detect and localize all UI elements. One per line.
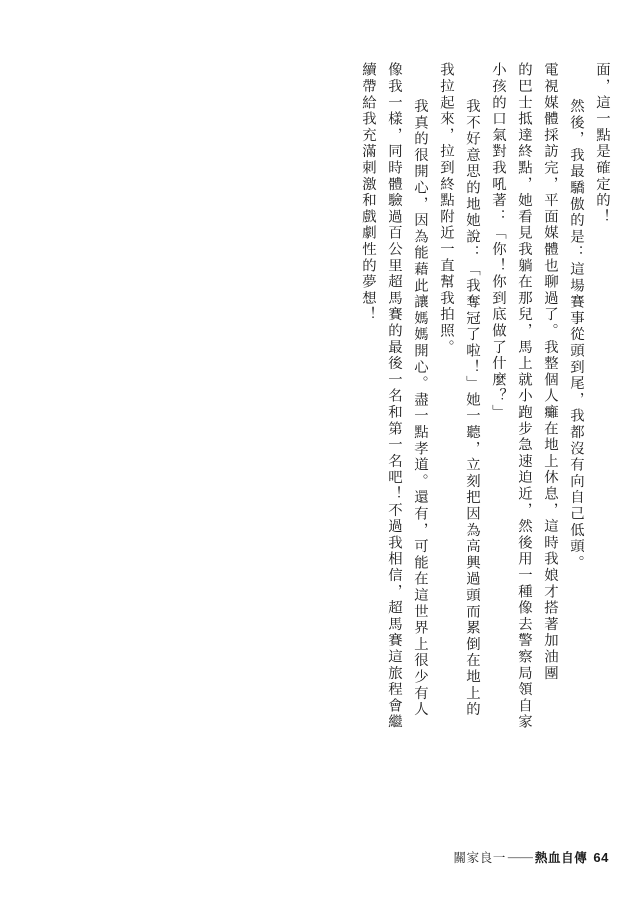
text-column: 我不好意思的地她說：「我奪冠了啦！」她一聽，立刻把因為高興過頭而累倒在地上的 bbox=[464, 82, 480, 718]
text-column: 的巴士抵達終點，她看見我躺在那兒，馬上就小跑步急速迫近，然後用一種像去警察局領自家 bbox=[516, 62, 532, 731]
text-column: 面，這一點是確定的！ bbox=[594, 62, 610, 225]
page-number: 64 bbox=[593, 849, 609, 865]
text-column: 我真的很開心，因為能藉此讓媽媽開心。盡一點孝道。還有，可能在這世界上很少有人 bbox=[412, 82, 428, 718]
vertical-text-body bbox=[28, 62, 609, 822]
text-column: 我拉起來，拉到終點附近一直幫我拍照。 bbox=[438, 62, 454, 356]
text-column: 然後，我最驕傲的是：這場賽事從頭到尾，我都沒有向自己低頭。 bbox=[568, 82, 584, 571]
text-column: 像我一樣，同時體驗過百公里超馬賽的最後一名和第一名吧！不過我相信，超馬賽這旅程會繼 bbox=[386, 62, 402, 731]
footer-dash: —— bbox=[507, 849, 533, 864]
text-column: 電視媒體採訪完，平面媒體也聊過了。我整個人癱在地上休息，這時我娘才搭著加油團 bbox=[542, 62, 558, 682]
footer-book-title: 熱血自傳 bbox=[534, 851, 588, 865]
footer-author: 關家良一 bbox=[453, 851, 506, 865]
page-footer bbox=[454, 848, 609, 866]
text-column: 小孩的口氣對我吼著：「你！你到底做了什麼？」 bbox=[490, 62, 506, 421]
text-column: 續帶給我充滿刺激和戲劇性的夢想！ bbox=[360, 62, 376, 323]
